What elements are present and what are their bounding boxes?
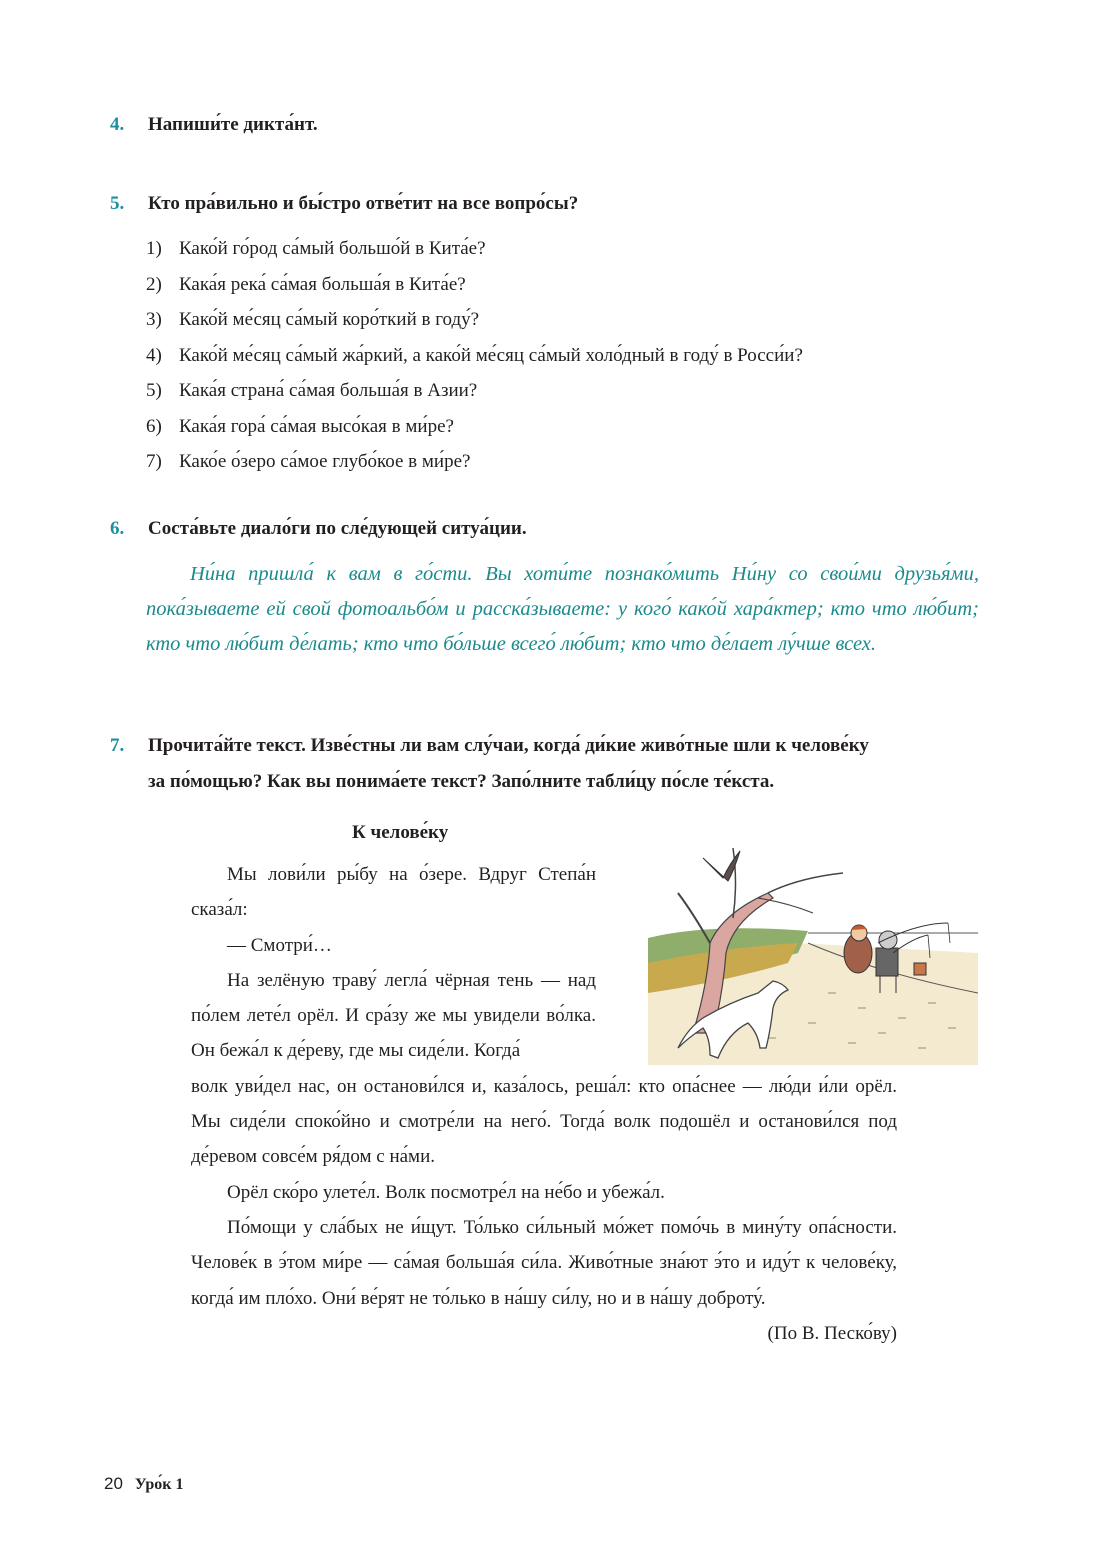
story-text bbox=[191, 857, 897, 1351]
question-item bbox=[146, 302, 803, 338]
situation-text: Ни́на пришла́ к вам в го́сти. Вы хоти́те познако́мить Ни́ну со свои́ми друзья́ми, пока́зываете ей свой фотоальбо́м и расска́зываете: у кого́ како́й хара́ктер; кто что лю́бит; кто что лю́бит де́лать; кто что бо́льше всего́ лю́бит; кто что де́лает лу́чше всех. bbox=[146, 563, 979, 655]
task-title-line2: за по́мощью? Как вы понима́ете текст? Запо́лните табли́цу по́сле те́кста. bbox=[148, 771, 775, 792]
task-number: 6. bbox=[110, 518, 125, 539]
story-author: (По В. Песко́ву) bbox=[767, 1322, 897, 1344]
story-paragraph: волк уви́дел нас, он останови́лся и, каза́лось, реша́л: кто опа́снее — лю́ди и́ли орёл. Мы сиде́ли споко́йно и смотре́ли на него́. Тогда́ волк подошёл и останови́лся под де́ревом совсе́м ря́дом с на́ми. bbox=[191, 1075, 897, 1168]
question-item bbox=[146, 409, 803, 445]
lesson-label: Уро́к 1 bbox=[134, 1476, 184, 1493]
task-title: Напиши́те дикта́нт. bbox=[148, 114, 318, 135]
question-item bbox=[146, 338, 803, 374]
question-item bbox=[146, 267, 803, 303]
question-text: Како́е о́зеро са́мое глубо́кое в ми́ре? bbox=[179, 451, 471, 472]
question-list bbox=[146, 231, 803, 480]
task-5-heading bbox=[110, 186, 578, 222]
task-7-heading bbox=[110, 728, 980, 800]
task-title: Прочита́йте текст. Изве́стны ли вам слу́чаи, когда́ ди́кие живо́тные шли к челове́ку bbox=[148, 735, 869, 756]
question-number: 3) bbox=[146, 309, 162, 330]
story-paragraph: Мы лови́ли ры́бу на о́зере. Вдруг Степа́н сказа́л: bbox=[191, 864, 596, 921]
story-title: К челове́ку bbox=[352, 822, 449, 843]
task-title: Соста́вьте диало́ги по сле́дующей ситуа́ции. bbox=[148, 518, 527, 539]
question-text: Кака́я река́ са́мая больша́я в Кита́е? bbox=[179, 273, 466, 295]
task-6-heading bbox=[110, 511, 527, 547]
task-number: 4. bbox=[110, 114, 125, 135]
question-text: Како́й ме́сяц са́мый коро́ткий в году́? bbox=[179, 309, 480, 330]
question-item bbox=[146, 231, 803, 267]
task-4-heading bbox=[110, 107, 318, 143]
question-item bbox=[146, 444, 803, 480]
page-footer bbox=[104, 1473, 183, 1496]
task-number: 5. bbox=[110, 193, 125, 214]
story-paragraph: — Смотри́… bbox=[227, 934, 332, 956]
task-number: 7. bbox=[110, 735, 125, 756]
story-paragraph: Орёл ско́ро улете́л. Волк посмотре́л на не́бо и убежа́л. bbox=[227, 1181, 665, 1203]
question-text: Како́й го́род са́мый большо́й в Кита́е? bbox=[179, 238, 486, 259]
question-text: Кака́я гора́ са́мая высо́кая в ми́ре? bbox=[179, 415, 454, 437]
question-text: Кака́я страна́ са́мая больша́я в Азии? bbox=[179, 380, 478, 401]
question-number: 2) bbox=[146, 273, 162, 295]
question-text: Како́й ме́сяц са́мый жа́ркий, а како́й ме́сяц са́мый холо́дный в году́ в Росси́и? bbox=[179, 344, 803, 366]
question-number: 4) bbox=[146, 344, 162, 366]
question-item bbox=[146, 373, 803, 409]
question-number: 6) bbox=[146, 415, 162, 437]
story-paragraph: По́мощи у сла́бых не и́щут. То́лько си́льный мо́жет помо́чь в мину́ту опа́сности. Челове́к в э́том ми́ре — са́мая больша́я си́ла. Живо́тные зна́ют э́то и иду́т к челове́ку, когда́ им пло́хо. Они́ ве́рят не то́лько в на́шу си́лу, но и в на́шу доброту́. bbox=[191, 1216, 897, 1309]
question-number: 1) bbox=[146, 238, 162, 259]
question-number: 7) bbox=[146, 451, 162, 472]
page-number: 20 bbox=[104, 1474, 123, 1493]
task-title: Кто пра́вильно и бы́стро отве́тит на все вопро́сы? bbox=[148, 193, 579, 214]
story-paragraph: На зелёную траву́ легла́ чёрная тень — над по́лем лете́л орёл. И сра́зу же мы увидели во́лка. Он бежа́л к де́реву, где мы сиде́ли. Когда́ bbox=[191, 969, 596, 1062]
question-number: 5) bbox=[146, 380, 162, 401]
